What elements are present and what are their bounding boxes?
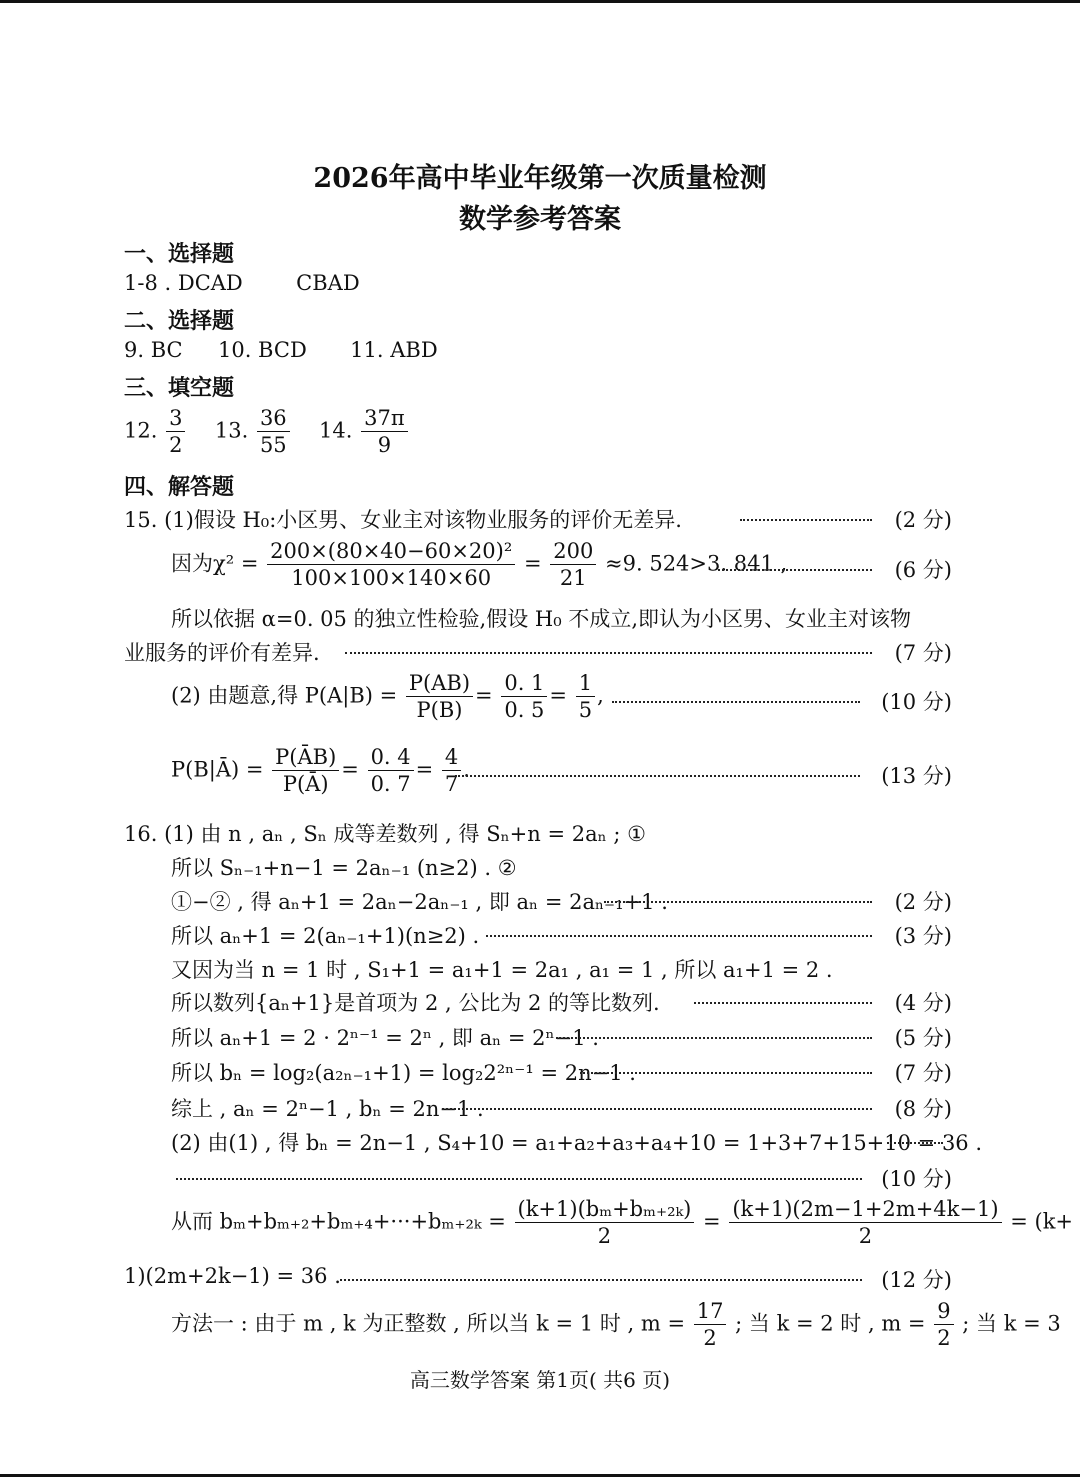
- answer-q9: 9. BC: [124, 338, 183, 362]
- score-q15-3: (7 分): [894, 641, 952, 665]
- q16-line-4: 所以 aₙ+1 = 2(aₙ₋₁+1)(n≥2) .: [171, 924, 480, 948]
- leader-dots: [887, 1142, 943, 1144]
- leader-dots: [718, 569, 872, 571]
- page-footer: 高三数学答案 第1页( 共6 页): [409, 1368, 671, 1392]
- score-q16-3: (4 分): [894, 991, 952, 1015]
- q16-line-9: 综上 , aₙ = 2ⁿ−1 , bₙ = 2n−1 .: [171, 1097, 484, 1121]
- mc-answers-9-11: [124, 338, 438, 362]
- q15-line-1: 15. (1)假设 H₀:小区男、女业主对该物业服务的评价无差异.: [124, 508, 682, 532]
- score-q16-1: (2 分): [894, 890, 952, 914]
- q12-label: 12.: [124, 418, 158, 443]
- mc-label: 1-8 .: [124, 271, 172, 295]
- q16-sum-formula: 从而 bₘ+bₘ₊₂+bₘ₊₄+···+bₘ₊₂ₖ = $\frac{\text{(k+1)(bₘ+bₘ₊₂ₖ)}}{2}$ = $\frac{(k+1)(2m-1+2m+4k-1)}{2}$ = (k+: [171, 1197, 1074, 1249]
- q16-line-6: 所以数列{aₙ+1}是首项为 2 , 公比为 2 的等比数列.: [171, 991, 660, 1015]
- leader-dots: [176, 1178, 862, 1180]
- leader-dots: [604, 901, 872, 903]
- score-q15-4: (10 分): [881, 690, 952, 714]
- section-heading-multi-choice: 二、选择题: [124, 308, 235, 334]
- q15-chi-square: 因为χ² = $\frac{\text{200×(80×40−60×20)²}}{100\times 100\times 140\times 60}$ = $\frac{200}{21}$ ≈9. 524>3. 841 ,: [171, 539, 788, 591]
- scan-bottom-edge: [0, 1474, 1080, 1477]
- leader-dots: [580, 1072, 872, 1074]
- leader-dots: [740, 519, 872, 521]
- q16-line-3: ①−② , 得 aₙ+1 = 2aₙ−2aₙ₋₁ , 即 aₙ = 2aₙ₋₁+1 .: [171, 890, 668, 914]
- q16-method-one: 方法一 : 由于 m , k 为正整数 , 所以当 k = 1 时 , m = $\frac{17}{2}$ ; 当 k = 2 时 , m = $\frac{9}{2}$ ; 当 k = 3: [171, 1299, 1061, 1351]
- leader-dots: [345, 652, 872, 654]
- score-q16-8: (12 分): [881, 1268, 952, 1292]
- q16-line-12: 1)(2m+2k−1) = 36 .: [124, 1264, 341, 1288]
- q14-fraction: $\frac{37\pi}{9}$: [361, 405, 408, 459]
- answer-q10: 10. BCD: [217, 338, 307, 362]
- q16-line-8: 所以 bₙ = log₂(a₂ₙ₋₁+1) = log₂2²ⁿ⁻¹ = 2n−1 .: [171, 1061, 636, 1085]
- score-q16-7: (10 分): [881, 1167, 952, 1191]
- q13-label: 13.: [214, 418, 249, 443]
- score-q16-6: (8 分): [894, 1097, 952, 1121]
- q15-conditional-prob-1: (2) 由题意,得 P(A|B) = $\frac{P(AB)}{P(B)}$ = $\frac{0. 1}{0. 5}$ = $\frac{1}{5}$ ,: [171, 671, 604, 723]
- q16-line-10: (2) 由(1) , 得 bₙ = 2n−1 , S₄+10 = a₁+a₂+a₃+a₄+10 = 1+3+7+15+10 = 36 .: [171, 1131, 983, 1155]
- fill-in-answers: [124, 405, 410, 459]
- q16-line-1: 16. (1) 由 n , aₙ , Sₙ 成等差数列 , 得 Sₙ+n = 2aₙ ; ①: [124, 822, 646, 846]
- score-q16-5: (7 分): [894, 1061, 952, 1085]
- score-q15-2: (6 分): [894, 558, 952, 582]
- leader-dots: [612, 701, 860, 703]
- section-heading-fill-in: 三、填空题: [124, 375, 235, 401]
- leader-dots: [340, 1279, 862, 1281]
- q15-line-4: 业服务的评价有差异.: [124, 641, 320, 665]
- score-q15-5: (13 分): [881, 764, 952, 788]
- q16-line-7: 所以 aₙ+1 = 2 · 2ⁿ⁻¹ = 2ⁿ , 即 aₙ = 2ⁿ−1 .: [171, 1026, 599, 1050]
- q14-label: 14.: [319, 418, 353, 443]
- score-q16-4: (5 分): [894, 1026, 952, 1050]
- q15-line-3: 所以依据 α=0. 05 的独立性检验,假设 H₀ 不成立,即认为小区男、女业主对该物: [171, 607, 911, 631]
- mc-group-2: CBAD: [296, 271, 360, 295]
- score-q15-1: (2 分): [894, 508, 952, 532]
- section-heading-solutions: 四、解答题: [124, 474, 235, 500]
- page-subtitle: 数学参考答案: [459, 204, 621, 235]
- page-title: 2026年高中毕业年级第一次质量检测: [313, 163, 767, 194]
- q12-fraction: $\frac{3}{2}$: [166, 405, 185, 459]
- leader-dots: [442, 1108, 872, 1110]
- leader-dots: [694, 1002, 872, 1004]
- leader-dots: [455, 775, 860, 777]
- mc-answers-1-8: [124, 271, 360, 295]
- section-heading-choice: 一、选择题: [124, 241, 235, 267]
- scan-top-edge: [0, 0, 1080, 3]
- q13-fraction: $\frac{36}{55}$: [257, 405, 290, 459]
- mc-group-1: DCAD: [177, 271, 243, 295]
- score-q16-2: (3 分): [894, 924, 952, 948]
- leader-dots: [556, 1037, 872, 1039]
- q16-line-2: 所以 Sₙ₋₁+n−1 = 2aₙ₋₁ (n≥2) . ②: [171, 856, 517, 880]
- q15-conditional-prob-2: P(B|Ā) = $\frac{P(ĀB)}{P(Ā)}$ = $\frac{0. 4}{0. 7}$ = $\frac{4}{7}$ .: [171, 745, 470, 797]
- leader-dots: [486, 935, 872, 937]
- answer-q11: 11. ABD: [350, 338, 438, 362]
- q16-line-5: 又因为当 n = 1 时 , S₁+1 = a₁+1 = 2a₁ , a₁ = 1 , 所以 a₁+1 = 2 .: [171, 958, 833, 982]
